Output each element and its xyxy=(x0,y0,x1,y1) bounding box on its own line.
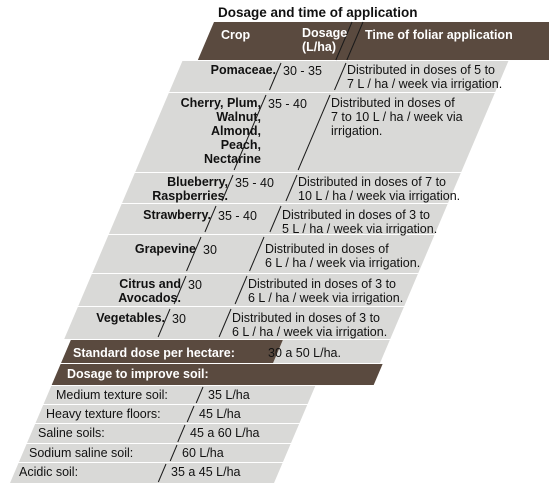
row-crop-3: Strawberry. xyxy=(143,208,211,222)
soil-header-label: Dosage to improve soil: xyxy=(67,367,209,381)
row-time-2: Distributed in doses of 7 to 10 L / ha / week via irrigation. xyxy=(298,175,461,203)
row-time-3: Distributed in doses of 3 to 5 L / ha / week via irrigation. xyxy=(282,208,438,236)
standard-dose-label: Standard dose per hectare: xyxy=(73,346,235,360)
header-time: Time of foliar application xyxy=(365,28,513,42)
row-dose-4: 30 xyxy=(203,243,217,257)
soil-row-label-1: Heavy texture floors: xyxy=(46,407,161,421)
soil-row-label-0: Medium texture soil: xyxy=(56,388,168,402)
row-dose-1: 35 - 40 xyxy=(268,97,307,111)
soil-row-value-0: 35 L/ha xyxy=(208,388,250,402)
row-dose-3: 35 - 40 xyxy=(218,209,257,223)
row-crop-4: Grapevine xyxy=(134,242,196,256)
soil-row-value-3: 60 L/ha xyxy=(182,446,224,460)
soil-row-value-1: 45 L/ha xyxy=(199,407,241,421)
row-crop-0: Pomaceae. xyxy=(210,63,276,77)
row-crop-1: Cherry, Plum, Walnut, Almond, Peach, Nectarine xyxy=(180,96,261,166)
soil-row-value-4: 35 a 45 L/ha xyxy=(171,465,241,479)
row-dose-5: 30 xyxy=(188,278,202,292)
row-time-6: Distributed in doses of 3 to 6 L / ha / week via irrigation. xyxy=(232,311,388,339)
row-crop-2: Blueberry, Raspberries. xyxy=(152,175,228,203)
row-time-5: Distributed in doses of 3 to 6 L / ha / week via irrigation. xyxy=(248,277,404,305)
row-dose-6: 30 xyxy=(172,312,186,326)
standard-dose-value: 30 a 50 L/ha. xyxy=(268,346,341,360)
soil-row-label-4: Acidic soil: xyxy=(19,465,79,479)
soil-row-label-2: Saline soils: xyxy=(38,426,105,440)
row-time-4: Distributed in doses of 6 L / ha / week via irrigation. xyxy=(265,242,421,270)
row-time-1: Distributed in doses of 7 to 10 L / ha / week via irrigation. xyxy=(331,96,463,138)
soil-row-value-2: 45 a 60 L/ha xyxy=(190,426,260,440)
header-dosage: Dosage (L/ha) xyxy=(302,26,348,54)
page-title: Dosage and time of application xyxy=(218,5,418,20)
row-dose-2: 35 - 40 xyxy=(235,176,274,190)
header-crop: Crop xyxy=(221,28,251,42)
row-crop-5: Citrus and Avocados. xyxy=(118,277,181,305)
row-time-0: Distributed in doses of 5 to 7 L / ha / week via irrigation. xyxy=(347,63,503,91)
row-crop-6: Vegetables. xyxy=(96,311,165,325)
row-dose-0: 30 - 35 xyxy=(283,64,322,78)
soil-row-label-3: Sodium saline soil: xyxy=(29,446,134,460)
